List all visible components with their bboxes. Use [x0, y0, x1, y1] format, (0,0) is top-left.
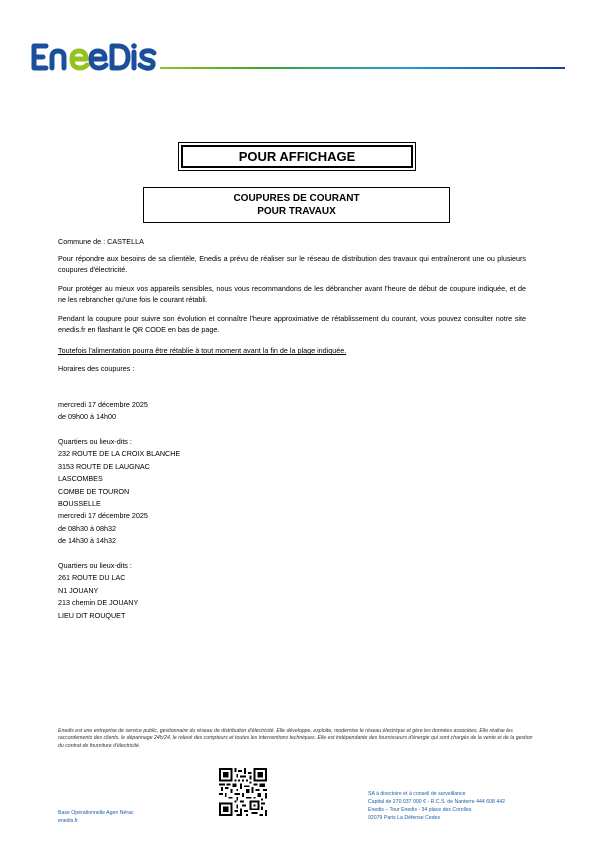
paragraph-2: Pour protéger au mieux vos appareils sensibles, nous vous recommandons de les débrancher avant l'heure de début de coupure indiquée, et de ne les rebrancher qu'une fois le courant rétabli.: [58, 284, 526, 304]
paragraph-3: Pendant la coupure pour suivre son évolution et connaître l'heure approximative de rétablissement du courant, vous pouvez consulter notre site enedis.fr en flashant le QR CODE en bas de page.: [58, 314, 526, 334]
footer-website-link[interactable]: enedis.fr: [58, 818, 78, 824]
footer-legal-1: SA à directoire et à conseil de surveillance: [368, 791, 466, 797]
place-item: LIEU DIT ROUQUET: [58, 610, 126, 620]
places-label: Quartiers ou lieux-dits :: [58, 437, 132, 446]
subtitle-line-1: COUPURES DE COURANT: [233, 193, 360, 204]
horaires-label: Horaires des coupures :: [58, 364, 135, 373]
paragraph-warning: Toutefois l'alimentation pourra être rétablie à tout moment avant la fin de la plage indiquée.: [58, 346, 347, 355]
schedule-1-time: de 09h00 à 14h00: [58, 412, 116, 422]
enedis-logo: [30, 38, 158, 74]
place-item: 232 ROUTE DE LA CROIX BLANCHE: [58, 449, 181, 459]
qr-code[interactable]: [219, 768, 267, 816]
paragraph-1: Pour répondre aux besoins de sa clientèle, Enedis a prévu de réaliser sur le réseau de distribution des travaux qui entraîneront une ou plusieurs coupures d'électricité.: [58, 254, 526, 274]
place-item: 3153 ROUTE DE LAUGNAC: [58, 461, 150, 471]
footer-legal-2: Capital de 270 037 000 € - R.C.S. de Nanterre 444 608 442: [368, 799, 505, 805]
schedule-2-time-2: de 14h30 à 14h32: [58, 536, 116, 546]
places-label: Quartiers ou lieux-dits :: [58, 561, 132, 570]
schedule-1-date: mercredi 17 décembre 2025: [58, 400, 148, 409]
commune-label: Commune de : CASTELLA: [58, 237, 144, 246]
subtitle-box: [143, 187, 450, 223]
schedule-1-places: [58, 436, 180, 548]
footer-note: Enedis est une entreprise de service public, gestionnaire du réseau de distribution d'électricité. Elle développe, exploite, modernise le réseau électrique et gère les données associées. Elle réalise les raccordements des clients, le dépannage 24h/24, le relevé des compteurs et toutes les interventions techniques. Elle est indépendante des fournisseurs d'énergie qui sont chargés de la vente et de la gestion du contrat de fourniture d'électricité.: [58, 728, 533, 749]
place-item: LASCOMBES: [58, 474, 103, 484]
schedule-2-time-1: de 08h30 à 08h32: [58, 523, 116, 533]
page-title: POUR AFFICHAGE: [181, 145, 413, 168]
place-item: COMBE DE TOURON: [58, 486, 130, 496]
footer-right: [368, 790, 505, 822]
place-item: BOUSSELLE: [58, 499, 101, 509]
schedule-2-date: mercredi 17 décembre 2025: [58, 511, 148, 521]
schedule-2-places: [58, 560, 138, 622]
schedule-1: [58, 399, 148, 424]
footer-base-name: Base Opérationnelle Agen Nérac: [58, 810, 134, 816]
footer-left: [58, 809, 134, 825]
place-item: N1 JOUANY: [58, 585, 99, 595]
footer-address-1: Enedis – Tour Enedis - 34 place des Corolles: [368, 807, 472, 813]
footer-address-2: 92079 Paris La Défense Cedex: [368, 815, 441, 821]
place-item: 261 ROUTE DU LAC: [58, 573, 126, 583]
title-box: [178, 142, 416, 171]
header-rule: [160, 67, 565, 69]
subtitle-line-2: POUR TRAVAUX: [257, 206, 336, 217]
place-item: 213 chemin DE JOUANY: [58, 598, 139, 608]
